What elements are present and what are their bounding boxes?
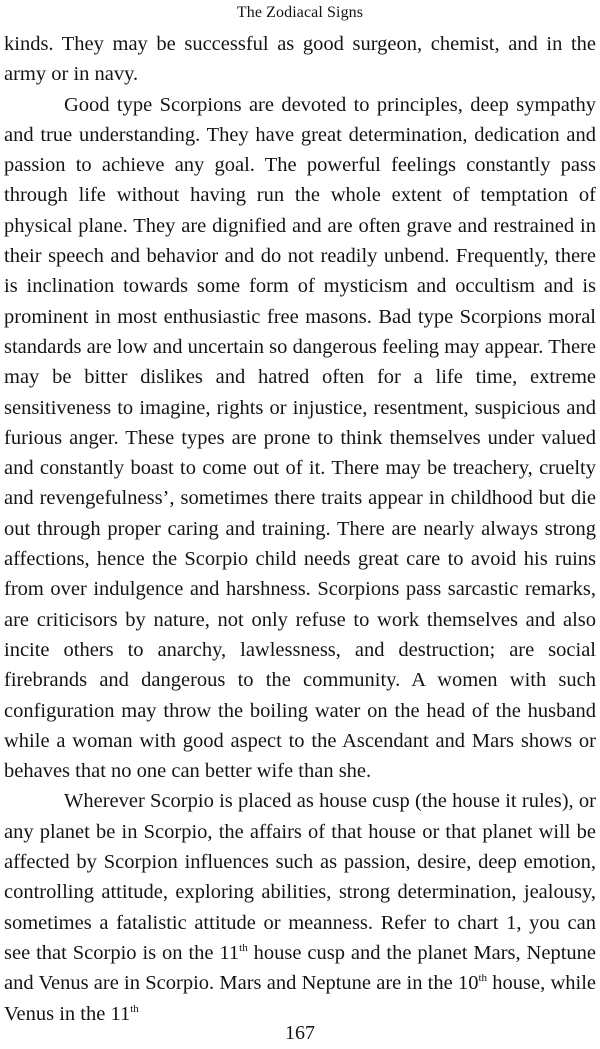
superscript-th: th [239,941,248,954]
paragraph-3 [4,786,596,1028]
paragraph-3-part-2: house cusp and the planet Mars, Neptune and Venus are in Scorpio. Mars and Neptune are in the 10 [4,941,596,995]
paragraph-3-part-3: house, while Venus in the 11 [4,972,596,1025]
running-head-title: The Zodiacal Signs [236,4,364,21]
paragraph-2: Good type Scorpions are devoted to principles, deep sympathy and true understanding. They have great determination, dedication and passion to achieve any goal. The powerful feelings constantly pass through life without having run the whole extent of temptation of physical plane. They are dignified and are often grave and restrained in their speech and behavior and do not readily unbend. Frequently, there is inclination towards some form of mysticism and occultism and is prominent in most enthusiastic free masons. Bad type Scorpions moral standards are low and uncertain so dangerous feeling may appear. There may be bitter dislikes and hatred often for a life time, extreme sensitiveness to imagine, rights or injustice, resentment, suspicious and furious anger. These types are prone to think themselves under valued and constantly boast to come out of it. There may be treachery, cruelty and revengefulness’, sometimes there traits appear in childhood but die out through proper caring and training. There are nearly always strong affections, hence the Scorpio child needs great care to avoid his ruins from over indulgence and harshness. Scorpions pass sarcastic remarks, are criticisors by nature, not only refuse to work themselves and also incite others to anarchy, lawlessness, and destruction; are social firebrands and dangerous to the community. A women with such configuration may throw the boiling water on the head of the husband while a woman with good aspect to the Ascendant and Mars shows or behaves that no one can better wife than she. [4,93,596,783]
paragraph-3-part-1: Wherever Scorpio is placed as house cusp (the house it rules), or any planet be in Scorpio, the affairs of that house or that planet will be affected by Scorpion influences such as passion, desire, deep emotion, controlling attitude, exploring abilities, strong determination, jealousy, sometimes a fatalistic attitude or meanness. Refer to chart 1, you can see that Scorpio is on the 11 [4,790,596,964]
paragraph-1: kinds. They may be successful as good surgeon, chemist, and in the army or in navy. [4,33,596,86]
superscript-th: th [130,1002,139,1015]
superscript-th: th [478,972,488,985]
body-text [4,29,596,1029]
page-number: 167 [285,1022,315,1044]
